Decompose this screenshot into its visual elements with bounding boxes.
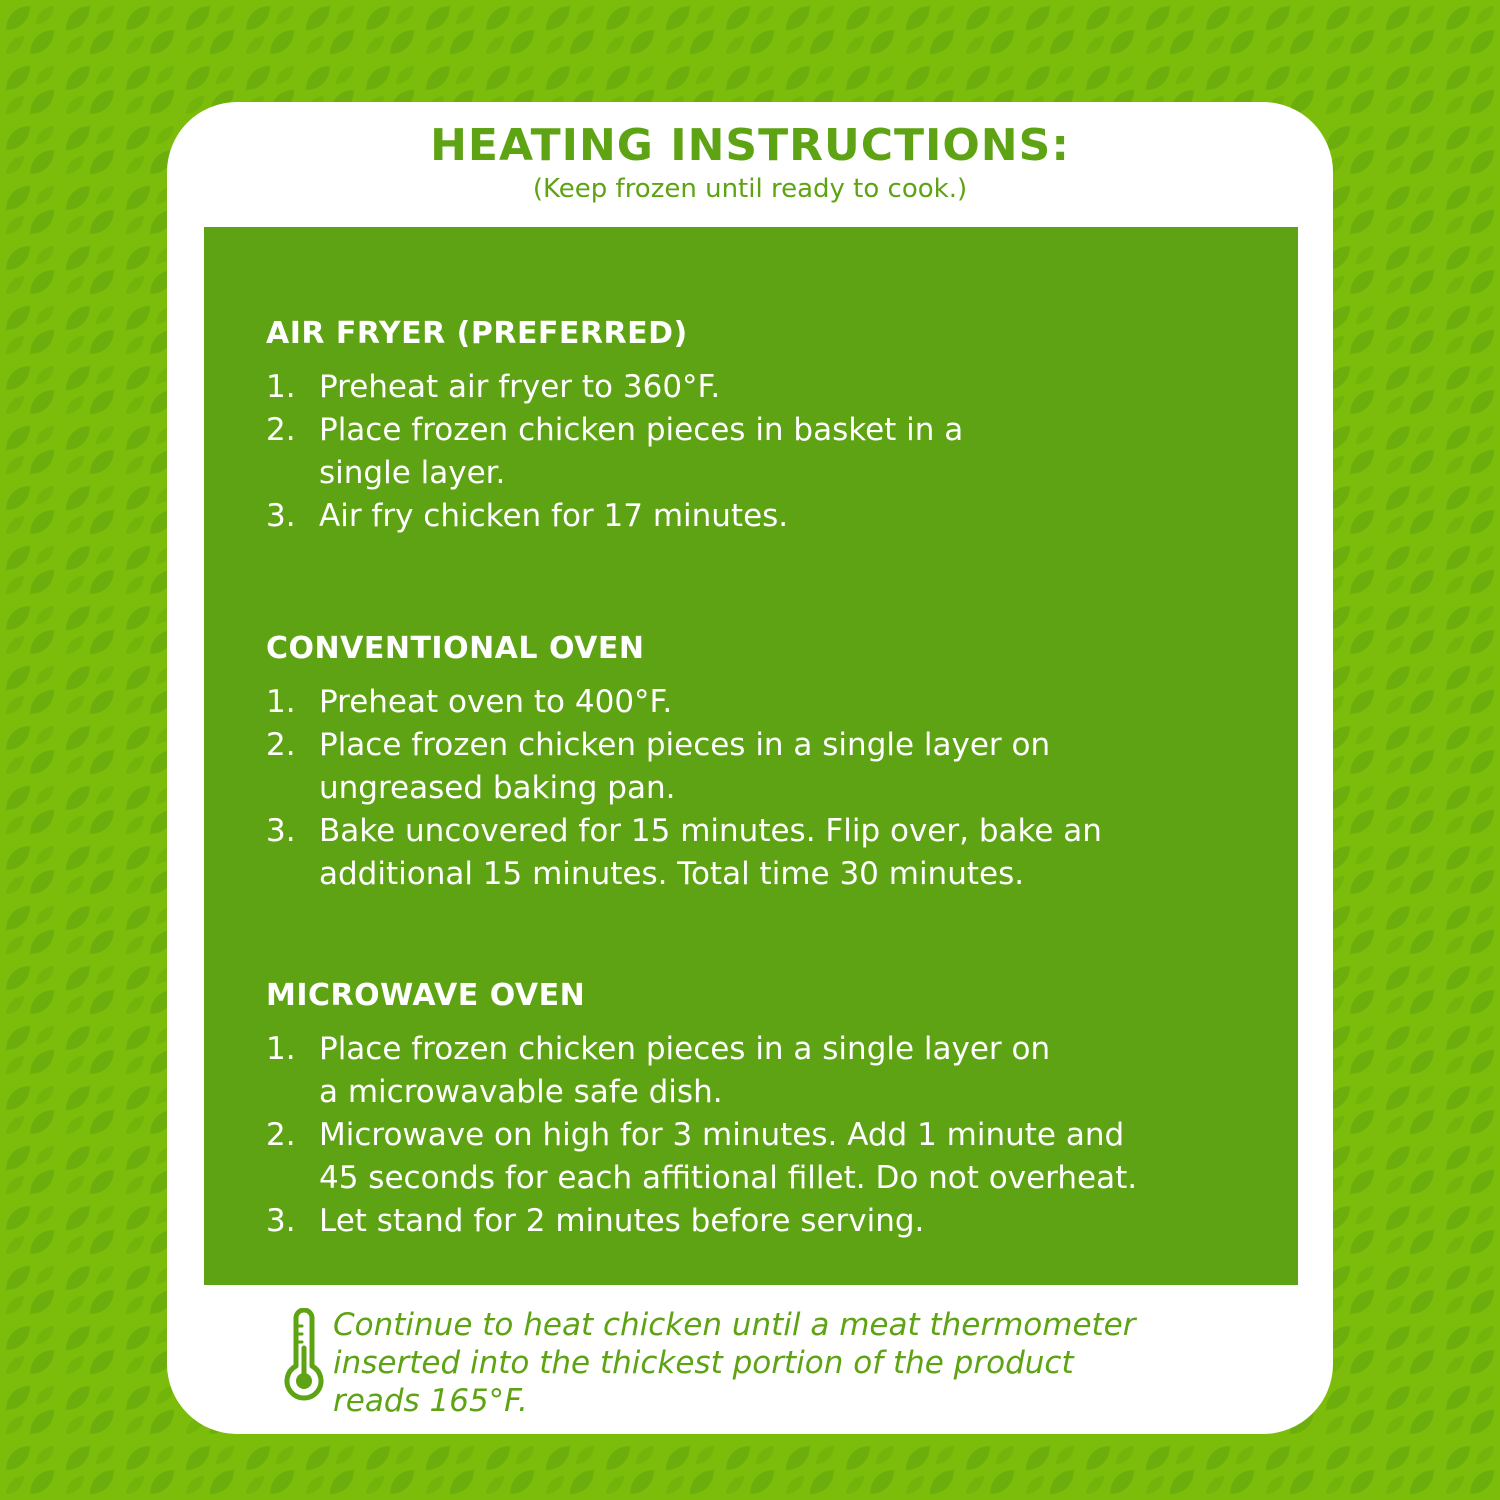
note-line: Continue to heat chicken until a meat thermometer [333,1307,1136,1343]
note-line: reads 165°F. [333,1383,528,1419]
step-line: Let stand for 2 minutes before serving. [319,1203,925,1239]
step-line: Microwave on high for 3 minutes. Add 1 minute and [319,1117,1125,1153]
section-air-fryer [266,312,963,538]
step-text [319,495,788,538]
step-text [319,1114,1137,1200]
step-number: 1. [266,369,296,405]
section-heading: CONVENTIONAL OVEN [266,631,645,666]
page-title: HEATING INSTRUCTIONS: [430,120,1070,171]
list-item [266,1114,1137,1200]
step-line: Preheat oven to 400°F. [319,684,673,720]
list-item [266,810,1102,896]
section-heading: MICROWAVE OVEN [266,978,586,1013]
safety-note [280,1306,1280,1419]
note-text [333,1306,1283,1420]
step-text [319,681,672,724]
step-number: 1. [266,1031,296,1067]
step-line: ungreased baking pan. [319,770,676,806]
steps-list [266,366,963,538]
step-line: 45 seconds for each affitional fillet. Do not overheat. [319,1160,1138,1196]
steps-list [266,1028,1137,1243]
step-text [319,1028,1050,1114]
step-number: 3. [266,498,296,534]
step-number: 1. [266,684,296,720]
page-subtitle: (Keep frozen until ready to cook.) [532,174,968,204]
thermometer-icon [280,1308,328,1404]
step-line: Bake uncovered for 15 minutes. Flip over, bake an [319,813,1102,849]
list-item [266,724,1102,810]
step-number: 3. [266,813,296,849]
list-item [266,1028,1137,1114]
step-number: 2. [266,727,296,763]
list-item [266,681,1102,724]
list-item [266,409,963,495]
section-conventional-oven [266,627,1102,896]
list-item [266,495,963,538]
step-number: 2. [266,1117,296,1153]
list-item [266,366,963,409]
step-line: single layer. [319,455,506,491]
section-heading: AIR FRYER (PREFERRED) [266,316,688,351]
step-line: Preheat air fryer to 360°F. [319,369,721,405]
note-line: inserted into the thickest portion of the product [333,1345,1074,1381]
step-text [319,810,1102,896]
step-text [319,1200,924,1243]
list-item [266,1200,1137,1243]
step-text [319,724,1050,810]
step-text [319,366,720,409]
step-line: Air fry chicken for 17 minutes. [319,498,789,534]
step-line: a microwavable safe dish. [319,1074,723,1110]
steps-list [266,681,1102,896]
step-number: 3. [266,1203,296,1239]
step-text [319,409,963,495]
step-line: Place frozen chicken pieces in basket in a [319,412,964,448]
step-line: Place frozen chicken pieces in a single layer on [319,727,1051,763]
step-number: 2. [266,412,296,448]
step-line: Place frozen chicken pieces in a single layer on [319,1031,1051,1067]
section-microwave-oven [266,974,1137,1243]
step-line: additional 15 minutes. Total time 30 minutes. [319,856,1025,892]
